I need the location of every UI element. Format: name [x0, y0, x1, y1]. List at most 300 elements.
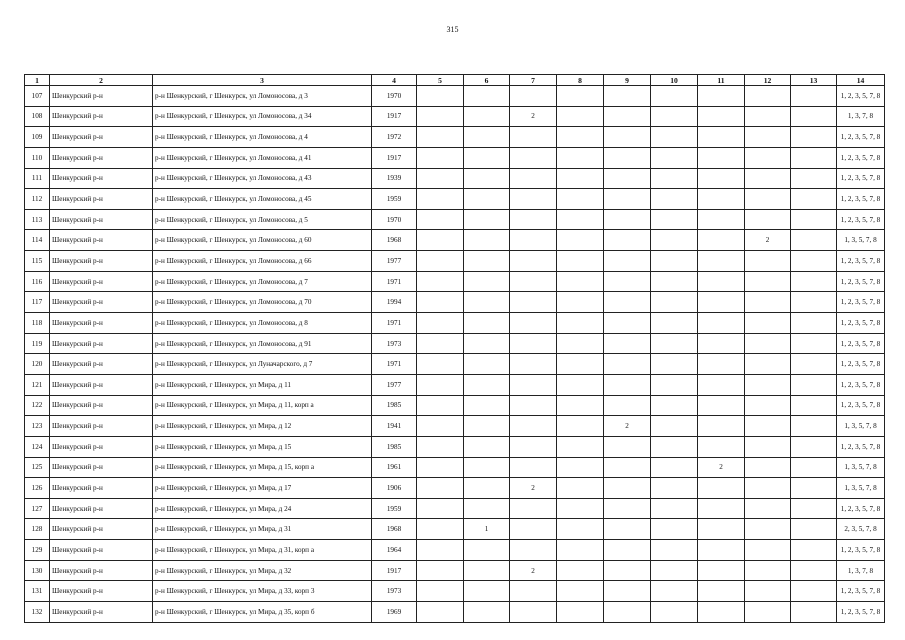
district-cell: Шенкурский р-н — [50, 292, 153, 313]
col7-cell — [510, 271, 557, 292]
col12-cell — [745, 560, 791, 581]
district-cell: Шенкурский р-н — [50, 354, 153, 375]
col13-cell — [791, 189, 837, 210]
col12-cell — [745, 147, 791, 168]
address-cell: р-н Шенкурский, г Шенкурск, ул Мира, д 11 — [153, 374, 372, 395]
column-header-2: 2 — [50, 75, 153, 86]
col9-cell — [604, 457, 651, 478]
row-number: 120 — [25, 354, 50, 375]
district-cell: Шенкурский р-н — [50, 457, 153, 478]
col5-cell — [417, 457, 464, 478]
col5-cell — [417, 519, 464, 540]
col11-cell — [698, 230, 745, 251]
address-cell: р-н Шенкурский, г Шенкурск, ул Ломоносова, д 70 — [153, 292, 372, 313]
table-row — [25, 395, 885, 416]
year-cell: 1959 — [372, 189, 417, 210]
criteria-cell: 1, 3, 5, 7, 8 — [837, 230, 885, 251]
district-cell: Шенкурский р-н — [50, 519, 153, 540]
col6-cell: 1 — [464, 519, 510, 540]
table-row — [25, 168, 885, 189]
col11-cell — [698, 374, 745, 395]
col9-cell — [604, 168, 651, 189]
district-cell: Шенкурский р-н — [50, 374, 153, 395]
col13-cell — [791, 127, 837, 148]
col13-cell — [791, 560, 837, 581]
year-cell: 1917 — [372, 147, 417, 168]
table-row — [25, 271, 885, 292]
col12-cell — [745, 540, 791, 561]
col8-cell — [557, 251, 604, 272]
col9-cell — [604, 313, 651, 334]
address-cell: р-н Шенкурский, г Шенкурск, ул Ломоносова, д 4 — [153, 127, 372, 148]
col13-cell — [791, 478, 837, 499]
row-number: 126 — [25, 478, 50, 499]
col8-cell — [557, 127, 604, 148]
col7-cell — [510, 127, 557, 148]
col6-cell — [464, 416, 510, 437]
address-cell: р-н Шенкурский, г Шенкурск, ул Луначарского, д 7 — [153, 354, 372, 375]
table-row — [25, 436, 885, 457]
col7-cell — [510, 230, 557, 251]
col10-cell — [651, 86, 698, 107]
col5-cell — [417, 106, 464, 127]
col13-cell — [791, 354, 837, 375]
col6-cell — [464, 354, 510, 375]
col6-cell — [464, 374, 510, 395]
col8-cell — [557, 230, 604, 251]
criteria-cell: 1, 2, 3, 5, 7, 8 — [837, 313, 885, 334]
col6-cell — [464, 251, 510, 272]
district-cell: Шенкурский р-н — [50, 209, 153, 230]
year-cell: 1917 — [372, 560, 417, 581]
row-number: 119 — [25, 333, 50, 354]
address-cell: р-н Шенкурский, г Шенкурск, ул Ломоносова, д 60 — [153, 230, 372, 251]
col7-cell: 2 — [510, 478, 557, 499]
col8-cell — [557, 333, 604, 354]
table-row — [25, 230, 885, 251]
criteria-cell: 1, 2, 3, 5, 7, 8 — [837, 602, 885, 623]
year-cell: 1985 — [372, 395, 417, 416]
address-cell: р-н Шенкурский, г Шенкурск, ул Мира, д 17 — [153, 478, 372, 499]
row-number: 124 — [25, 436, 50, 457]
col9-cell — [604, 560, 651, 581]
address-cell: р-н Шенкурский, г Шенкурск, ул Ломоносова, д 91 — [153, 333, 372, 354]
criteria-cell: 1, 2, 3, 5, 7, 8 — [837, 436, 885, 457]
year-cell: 1972 — [372, 127, 417, 148]
col7-cell — [510, 251, 557, 272]
col12-cell — [745, 374, 791, 395]
table-row — [25, 86, 885, 107]
criteria-cell: 1, 3, 5, 7, 8 — [837, 478, 885, 499]
col13-cell — [791, 540, 837, 561]
table-row — [25, 374, 885, 395]
col12-cell: 2 — [745, 230, 791, 251]
table-row — [25, 354, 885, 375]
col5-cell — [417, 230, 464, 251]
address-cell: р-н Шенкурский, г Шенкурск, ул Ломоносова, д 45 — [153, 189, 372, 210]
col8-cell — [557, 519, 604, 540]
col7-cell — [510, 313, 557, 334]
col11-cell — [698, 251, 745, 272]
year-cell: 1917 — [372, 106, 417, 127]
criteria-cell: 1, 2, 3, 5, 7, 8 — [837, 374, 885, 395]
address-cell: р-н Шенкурский, г Шенкурск, ул Ломоносова, д 5 — [153, 209, 372, 230]
col10-cell — [651, 230, 698, 251]
table-row — [25, 416, 885, 437]
col10-cell — [651, 416, 698, 437]
col9-cell — [604, 395, 651, 416]
col8-cell — [557, 560, 604, 581]
col6-cell — [464, 189, 510, 210]
year-cell: 1977 — [372, 374, 417, 395]
row-number: 127 — [25, 498, 50, 519]
col10-cell — [651, 478, 698, 499]
col7-cell — [510, 540, 557, 561]
col5-cell — [417, 127, 464, 148]
col5-cell — [417, 168, 464, 189]
col5-cell — [417, 333, 464, 354]
year-cell: 1970 — [372, 86, 417, 107]
row-number: 111 — [25, 168, 50, 189]
col13-cell — [791, 168, 837, 189]
address-cell: р-н Шенкурский, г Шенкурск, ул Мира, д 31, корп а — [153, 540, 372, 561]
column-header-11: 11 — [698, 75, 745, 86]
address-cell: р-н Шенкурский, г Шенкурск, ул Мира, д 15 — [153, 436, 372, 457]
column-header-8: 8 — [557, 75, 604, 86]
col9-cell: 2 — [604, 416, 651, 437]
col6-cell — [464, 106, 510, 127]
address-cell: р-н Шенкурский, г Шенкурск, ул Мира, д 11, корп а — [153, 395, 372, 416]
year-cell: 1973 — [372, 581, 417, 602]
col12-cell — [745, 127, 791, 148]
col6-cell — [464, 127, 510, 148]
district-cell: Шенкурский р-н — [50, 251, 153, 272]
col9-cell — [604, 251, 651, 272]
row-number: 129 — [25, 540, 50, 561]
col13-cell — [791, 416, 837, 437]
address-cell: р-н Шенкурский, г Шенкурск, ул Мира, д 15, корп а — [153, 457, 372, 478]
col7-cell — [510, 416, 557, 437]
col8-cell — [557, 209, 604, 230]
district-cell: Шенкурский р-н — [50, 560, 153, 581]
col11-cell — [698, 86, 745, 107]
address-cell: р-н Шенкурский, г Шенкурск, ул Мира, д 32 — [153, 560, 372, 581]
col7-cell — [510, 86, 557, 107]
col13-cell — [791, 498, 837, 519]
col11-cell — [698, 147, 745, 168]
table-row — [25, 251, 885, 272]
col6-cell — [464, 457, 510, 478]
col8-cell — [557, 313, 604, 334]
col8-cell — [557, 374, 604, 395]
col12-cell — [745, 251, 791, 272]
table-row — [25, 147, 885, 168]
address-cell: р-н Шенкурский, г Шенкурск, ул Мира, д 33, корп 3 — [153, 581, 372, 602]
row-number: 107 — [25, 86, 50, 107]
column-header-10: 10 — [651, 75, 698, 86]
row-number: 118 — [25, 313, 50, 334]
col8-cell — [557, 416, 604, 437]
col8-cell — [557, 395, 604, 416]
col10-cell — [651, 292, 698, 313]
col10-cell — [651, 251, 698, 272]
col8-cell — [557, 189, 604, 210]
col8-cell — [557, 478, 604, 499]
col13-cell — [791, 602, 837, 623]
col6-cell — [464, 498, 510, 519]
table-row — [25, 478, 885, 499]
col7-cell — [510, 581, 557, 602]
row-number: 125 — [25, 457, 50, 478]
col12-cell — [745, 333, 791, 354]
col6-cell — [464, 581, 510, 602]
table-row — [25, 189, 885, 210]
year-cell: 1939 — [372, 168, 417, 189]
col5-cell — [417, 416, 464, 437]
district-cell: Шенкурский р-н — [50, 127, 153, 148]
col5-cell — [417, 189, 464, 210]
address-cell: р-н Шенкурский, г Шенкурск, ул Ломоносова, д 34 — [153, 106, 372, 127]
row-number: 122 — [25, 395, 50, 416]
col12-cell — [745, 395, 791, 416]
col9-cell — [604, 374, 651, 395]
column-header-5: 5 — [417, 75, 464, 86]
col9-cell — [604, 436, 651, 457]
col13-cell — [791, 436, 837, 457]
col8-cell — [557, 354, 604, 375]
district-cell: Шенкурский р-н — [50, 333, 153, 354]
row-number: 115 — [25, 251, 50, 272]
criteria-cell: 1, 2, 3, 5, 7, 8 — [837, 395, 885, 416]
column-header-9: 9 — [604, 75, 651, 86]
district-cell: Шенкурский р-н — [50, 498, 153, 519]
col5-cell — [417, 540, 464, 561]
col8-cell — [557, 86, 604, 107]
year-cell: 1985 — [372, 436, 417, 457]
col5-cell — [417, 209, 464, 230]
col6-cell — [464, 271, 510, 292]
table-row — [25, 519, 885, 540]
table-row — [25, 457, 885, 478]
column-header-7: 7 — [510, 75, 557, 86]
row-number: 110 — [25, 147, 50, 168]
col10-cell — [651, 581, 698, 602]
col7-cell — [510, 189, 557, 210]
col9-cell — [604, 127, 651, 148]
col13-cell — [791, 374, 837, 395]
col5-cell — [417, 86, 464, 107]
col10-cell — [651, 374, 698, 395]
col12-cell — [745, 106, 791, 127]
district-cell: Шенкурский р-н — [50, 313, 153, 334]
col6-cell — [464, 560, 510, 581]
col11-cell — [698, 519, 745, 540]
col11-cell — [698, 106, 745, 127]
district-cell: Шенкурский р-н — [50, 106, 153, 127]
col5-cell — [417, 251, 464, 272]
col6-cell — [464, 540, 510, 561]
year-cell: 1961 — [372, 457, 417, 478]
col7-cell — [510, 395, 557, 416]
table-row — [25, 106, 885, 127]
year-cell: 1964 — [372, 540, 417, 561]
col11-cell — [698, 581, 745, 602]
year-cell: 1970 — [372, 209, 417, 230]
col8-cell — [557, 602, 604, 623]
col10-cell — [651, 395, 698, 416]
col9-cell — [604, 478, 651, 499]
col9-cell — [604, 354, 651, 375]
criteria-cell: 2, 3, 5, 7, 8 — [837, 519, 885, 540]
col12-cell — [745, 457, 791, 478]
col7-cell — [510, 602, 557, 623]
col10-cell — [651, 106, 698, 127]
address-cell: р-н Шенкурский, г Шенкурск, ул Мира, д 24 — [153, 498, 372, 519]
col10-cell — [651, 540, 698, 561]
table-row — [25, 333, 885, 354]
row-number: 114 — [25, 230, 50, 251]
year-cell: 1968 — [372, 230, 417, 251]
criteria-cell: 1, 3, 7, 8 — [837, 106, 885, 127]
col9-cell — [604, 147, 651, 168]
address-cell: р-н Шенкурский, г Шенкурск, ул Мира, д 35, корп б — [153, 602, 372, 623]
col5-cell — [417, 271, 464, 292]
column-header-4: 4 — [372, 75, 417, 86]
col6-cell — [464, 313, 510, 334]
col9-cell — [604, 189, 651, 210]
col9-cell — [604, 271, 651, 292]
district-cell: Шенкурский р-н — [50, 478, 153, 499]
col10-cell — [651, 127, 698, 148]
col10-cell — [651, 457, 698, 478]
col8-cell — [557, 436, 604, 457]
col7-cell — [510, 333, 557, 354]
district-cell: Шенкурский р-н — [50, 395, 153, 416]
col5-cell — [417, 498, 464, 519]
col9-cell — [604, 581, 651, 602]
address-cell: р-н Шенкурский, г Шенкурск, ул Ломоносова, д 41 — [153, 147, 372, 168]
col12-cell — [745, 498, 791, 519]
col7-cell: 2 — [510, 560, 557, 581]
col11-cell — [698, 416, 745, 437]
col13-cell — [791, 106, 837, 127]
criteria-cell: 1, 2, 3, 5, 7, 8 — [837, 168, 885, 189]
row-number: 128 — [25, 519, 50, 540]
col8-cell — [557, 540, 604, 561]
column-header-3: 3 — [153, 75, 372, 86]
col5-cell — [417, 292, 464, 313]
col10-cell — [651, 271, 698, 292]
col13-cell — [791, 333, 837, 354]
col10-cell — [651, 519, 698, 540]
col13-cell — [791, 519, 837, 540]
col5-cell — [417, 436, 464, 457]
col10-cell — [651, 602, 698, 623]
col12-cell — [745, 478, 791, 499]
col5-cell — [417, 395, 464, 416]
col10-cell — [651, 147, 698, 168]
col7-cell — [510, 209, 557, 230]
year-cell: 1977 — [372, 251, 417, 272]
year-cell: 1941 — [372, 416, 417, 437]
row-number: 131 — [25, 581, 50, 602]
year-cell: 1973 — [372, 333, 417, 354]
district-cell: Шенкурский р-н — [50, 168, 153, 189]
col11-cell — [698, 395, 745, 416]
col10-cell — [651, 189, 698, 210]
col10-cell — [651, 313, 698, 334]
col5-cell — [417, 478, 464, 499]
col8-cell — [557, 147, 604, 168]
col9-cell — [604, 106, 651, 127]
col13-cell — [791, 251, 837, 272]
address-cell: р-н Шенкурский, г Шенкурск, ул Ломоносова, д 66 — [153, 251, 372, 272]
col13-cell — [791, 313, 837, 334]
row-number: 109 — [25, 127, 50, 148]
row-number: 116 — [25, 271, 50, 292]
col11-cell — [698, 540, 745, 561]
col10-cell — [651, 209, 698, 230]
criteria-cell: 1, 2, 3, 5, 7, 8 — [837, 271, 885, 292]
col11-cell — [698, 498, 745, 519]
col6-cell — [464, 333, 510, 354]
table-row — [25, 313, 885, 334]
address-cell: р-н Шенкурский, г Шенкурск, ул Мира, д 12 — [153, 416, 372, 437]
col11-cell — [698, 478, 745, 499]
criteria-cell: 1, 3, 5, 7, 8 — [837, 457, 885, 478]
row-number: 130 — [25, 560, 50, 581]
col6-cell — [464, 395, 510, 416]
criteria-cell: 1, 2, 3, 5, 7, 8 — [837, 540, 885, 561]
col9-cell — [604, 86, 651, 107]
col11-cell — [698, 292, 745, 313]
criteria-cell: 1, 2, 3, 5, 7, 8 — [837, 209, 885, 230]
col5-cell — [417, 581, 464, 602]
criteria-cell: 1, 2, 3, 5, 7, 8 — [837, 127, 885, 148]
table-row — [25, 581, 885, 602]
table-row — [25, 127, 885, 148]
col9-cell — [604, 602, 651, 623]
year-cell: 1969 — [372, 602, 417, 623]
col8-cell — [557, 271, 604, 292]
col11-cell — [698, 436, 745, 457]
year-cell: 1906 — [372, 478, 417, 499]
table-row — [25, 209, 885, 230]
col12-cell — [745, 189, 791, 210]
col13-cell — [791, 230, 837, 251]
col12-cell — [745, 581, 791, 602]
district-cell: Шенкурский р-н — [50, 416, 153, 437]
district-cell: Шенкурский р-н — [50, 189, 153, 210]
col6-cell — [464, 230, 510, 251]
col12-cell — [745, 168, 791, 189]
table-row — [25, 560, 885, 581]
col9-cell — [604, 230, 651, 251]
col13-cell — [791, 209, 837, 230]
col7-cell — [510, 354, 557, 375]
district-cell: Шенкурский р-н — [50, 147, 153, 168]
col8-cell — [557, 457, 604, 478]
col12-cell — [745, 519, 791, 540]
col9-cell — [604, 498, 651, 519]
col8-cell — [557, 581, 604, 602]
table-row — [25, 540, 885, 561]
column-header-6: 6 — [464, 75, 510, 86]
col12-cell — [745, 86, 791, 107]
row-number: 108 — [25, 106, 50, 127]
column-header-1: 1 — [25, 75, 50, 86]
row-number: 113 — [25, 209, 50, 230]
